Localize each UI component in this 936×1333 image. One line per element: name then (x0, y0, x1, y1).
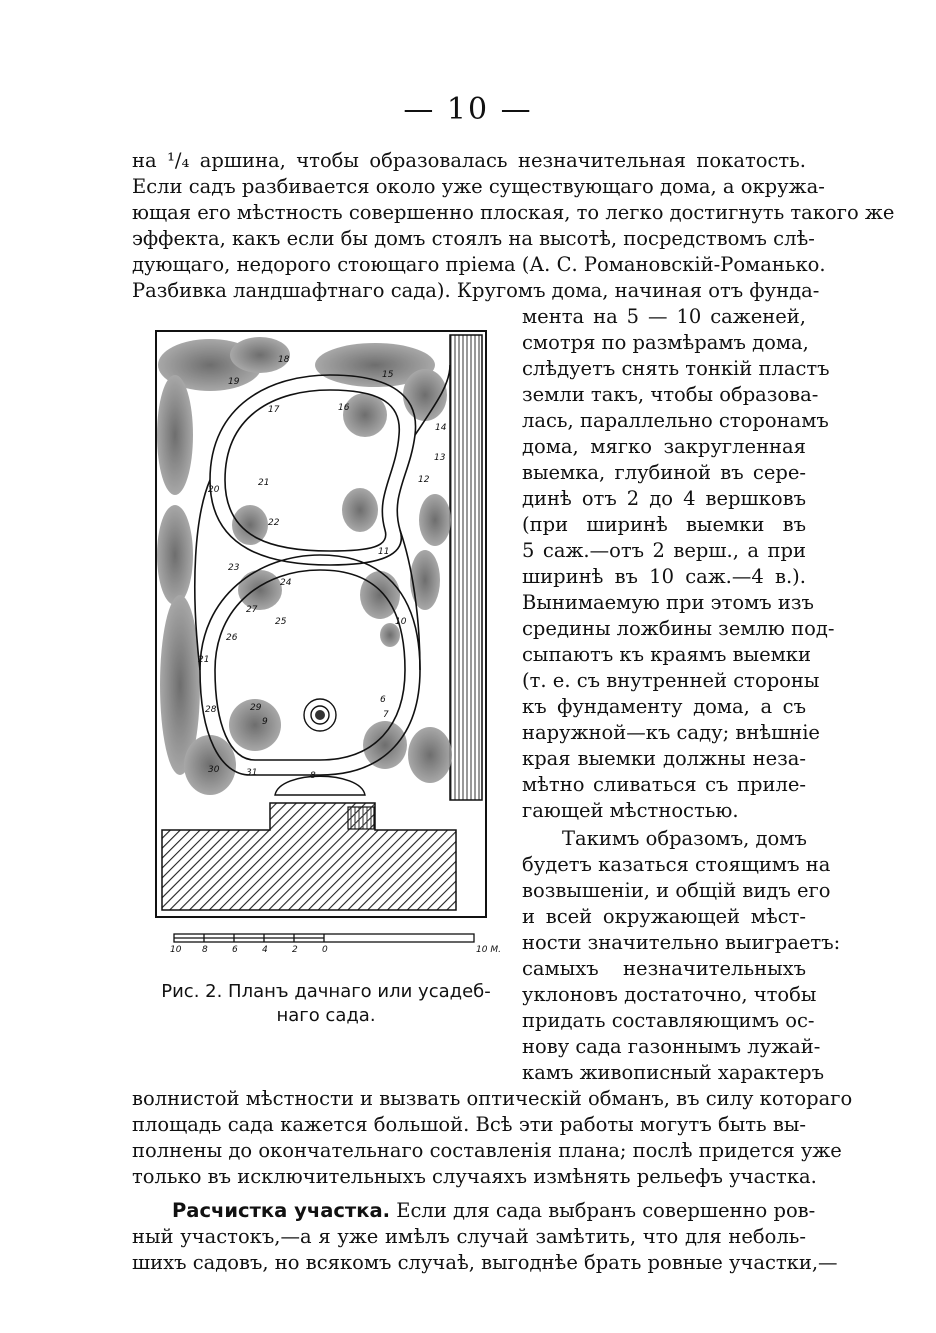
side-text-line: къ фундаменту дома, а съ (522, 695, 806, 718)
side-text-line: гающей мѣстностью. (522, 799, 739, 822)
scale-label: 8 (202, 945, 208, 955)
scale-label: 0 (322, 945, 328, 955)
plant-number: 30 (208, 765, 220, 775)
plant-number: 28 (205, 705, 217, 715)
side-text-line: мѣтно сливаться съ приле- (522, 773, 806, 796)
plant-number: 31 (246, 768, 258, 778)
side-text-line: нову сада газоннымъ лужай- (522, 1035, 821, 1058)
side-text-line: 5 саж.—отъ 2 верш., а при (522, 539, 806, 562)
side-text-line: самыхъ незначительныхъ (522, 957, 806, 980)
scale-label: 10 М. (476, 945, 501, 955)
section-title: Расчистка участка. (172, 1199, 391, 1222)
plant-number: 7 (383, 710, 389, 720)
plant-number: 22 (268, 518, 280, 528)
text-line: полнены до окончательнаго составленія плана; послѣ придется уже (132, 1139, 842, 1162)
side-text-line: ширинѣ въ 10 саж.—4 в.). (522, 565, 806, 588)
side-text-line: края выемки должны неза- (522, 747, 806, 770)
plant-number: 15 (382, 370, 394, 380)
scale-labels (150, 945, 512, 959)
text-line: эффекта, какъ если бы домъ стоялъ на высотѣ, посредствомъ слѣ- (132, 227, 815, 250)
side-text-line: средины ложбины землю под- (522, 617, 835, 640)
text-line: ющая его мѣстность совершенно плоская, то легко достигнуть такого же (132, 201, 895, 224)
side-text-line: ности значительно выиграетъ: (522, 931, 841, 954)
plant-number: 13 (434, 453, 446, 463)
plant-number: 17 (268, 405, 280, 415)
plant-number: 14 (435, 423, 447, 433)
side-text-line: (т. е. съ внутренней стороны (522, 669, 820, 692)
plant-number: 29 (250, 703, 262, 713)
text-line: шихъ садовъ, но всякомъ случаѣ, выгоднѣе брать ровные участки,— (132, 1251, 838, 1274)
garden-plan-figure (150, 325, 512, 980)
plant-number: 27 (246, 605, 258, 615)
section-first-line-text: Если для сада выбранъ совершенно ров- (396, 1199, 816, 1222)
plant-number: 18 (278, 355, 290, 365)
plant-number: 21 (258, 478, 270, 488)
text-line: Разбивка ландшафтнаго сада). Кругомъ дома, начиная отъ фунда- (132, 279, 820, 302)
plant-number: 19 (228, 377, 240, 387)
side-text-line: наружной—къ саду; внѣшніе (522, 721, 820, 744)
text-line: ный участокъ,—а я уже имѣлъ случай замѣтить, что для неболь- (132, 1225, 806, 1248)
plant-number: 9 (262, 717, 268, 727)
plant-number: 21 (198, 655, 210, 665)
section-first-line (172, 1198, 816, 1224)
plant-number: 11 (378, 547, 390, 557)
text-line: только въ исключительныхъ случаяхъ измѣнять рельефъ участка. (132, 1165, 817, 1188)
plant-number: 25 (275, 617, 287, 627)
side-text-line: и всей окружающей мѣст- (522, 905, 806, 928)
side-text-line: сыпаютъ къ краямъ выемки (522, 643, 811, 666)
plant-number: 20 (208, 485, 220, 495)
side-text-line: придать составляющимъ ос- (522, 1009, 815, 1032)
plant-number: 16 (338, 403, 350, 413)
side-text-line: Вынимаемую при этомъ изъ (522, 591, 814, 614)
side-text-line: (при ширинѣ выемки въ (522, 513, 806, 536)
side-text-line: динѣ отъ 2 до 4 вершковъ (522, 487, 806, 510)
figure-caption (136, 980, 516, 1028)
side-text-line: дома, мягко закругленная (522, 435, 806, 458)
plant-number: 10 (395, 617, 407, 627)
side-text-line: уклоновъ достаточно, чтобы (522, 983, 817, 1006)
caption-line: наго сада. (276, 1005, 376, 1026)
side-text-line: смотря по размѣрамъ дома, (522, 331, 809, 354)
plant-numbers-layer (150, 325, 512, 980)
side-text-line: выемка, глубиной въ сере- (522, 461, 806, 484)
side-text-line: будетъ казаться стоящимъ на (522, 853, 831, 876)
text-line: Если садъ разбивается около уже существующаго дома, а окружа- (132, 175, 825, 198)
text-line: площадь сада кажется большой. Всѣ эти работы могутъ быть вы- (132, 1113, 806, 1136)
page-number: — 10 — (403, 92, 533, 127)
text-line: дующаго, недорого стоющаго пріема (А. С. Романовскій-Романько. (132, 253, 826, 276)
plant-number: 26 (226, 633, 238, 643)
scale-label: 2 (292, 945, 298, 955)
plant-number: 23 (228, 563, 240, 573)
side-text-line: лась, параллельно сторонамъ (522, 409, 829, 432)
scale-label: 4 (262, 945, 268, 955)
plant-number: 8 (310, 771, 316, 781)
plant-number: 24 (280, 578, 292, 588)
side-text-line: мента на 5 — 10 саженей, (522, 305, 806, 328)
side-text-line: слѣдуетъ снять тонкій пластъ (522, 357, 830, 380)
text-line: на ¹/₄ аршина, чтобы образовалась незначительная покатость. (132, 149, 806, 172)
side-text-line: земли такъ, чтобы образова- (522, 383, 819, 406)
side-text-line: камъ живописный характеръ (522, 1061, 825, 1084)
caption-line: Рис. 2. Планъ дачнаго или усадеб- (161, 981, 491, 1002)
side-text-line: Такимъ образомъ, домъ (562, 827, 807, 850)
plant-number: 12 (418, 475, 430, 485)
scale-label: 10 (170, 945, 182, 955)
side-text-line: возвышеніи, и общій видъ его (522, 879, 831, 902)
scale-label: 6 (232, 945, 238, 955)
text-line: волнистой мѣстности и вызвать оптическій обманъ, въ силу котораго (132, 1087, 853, 1110)
plant-number: 6 (380, 695, 386, 705)
